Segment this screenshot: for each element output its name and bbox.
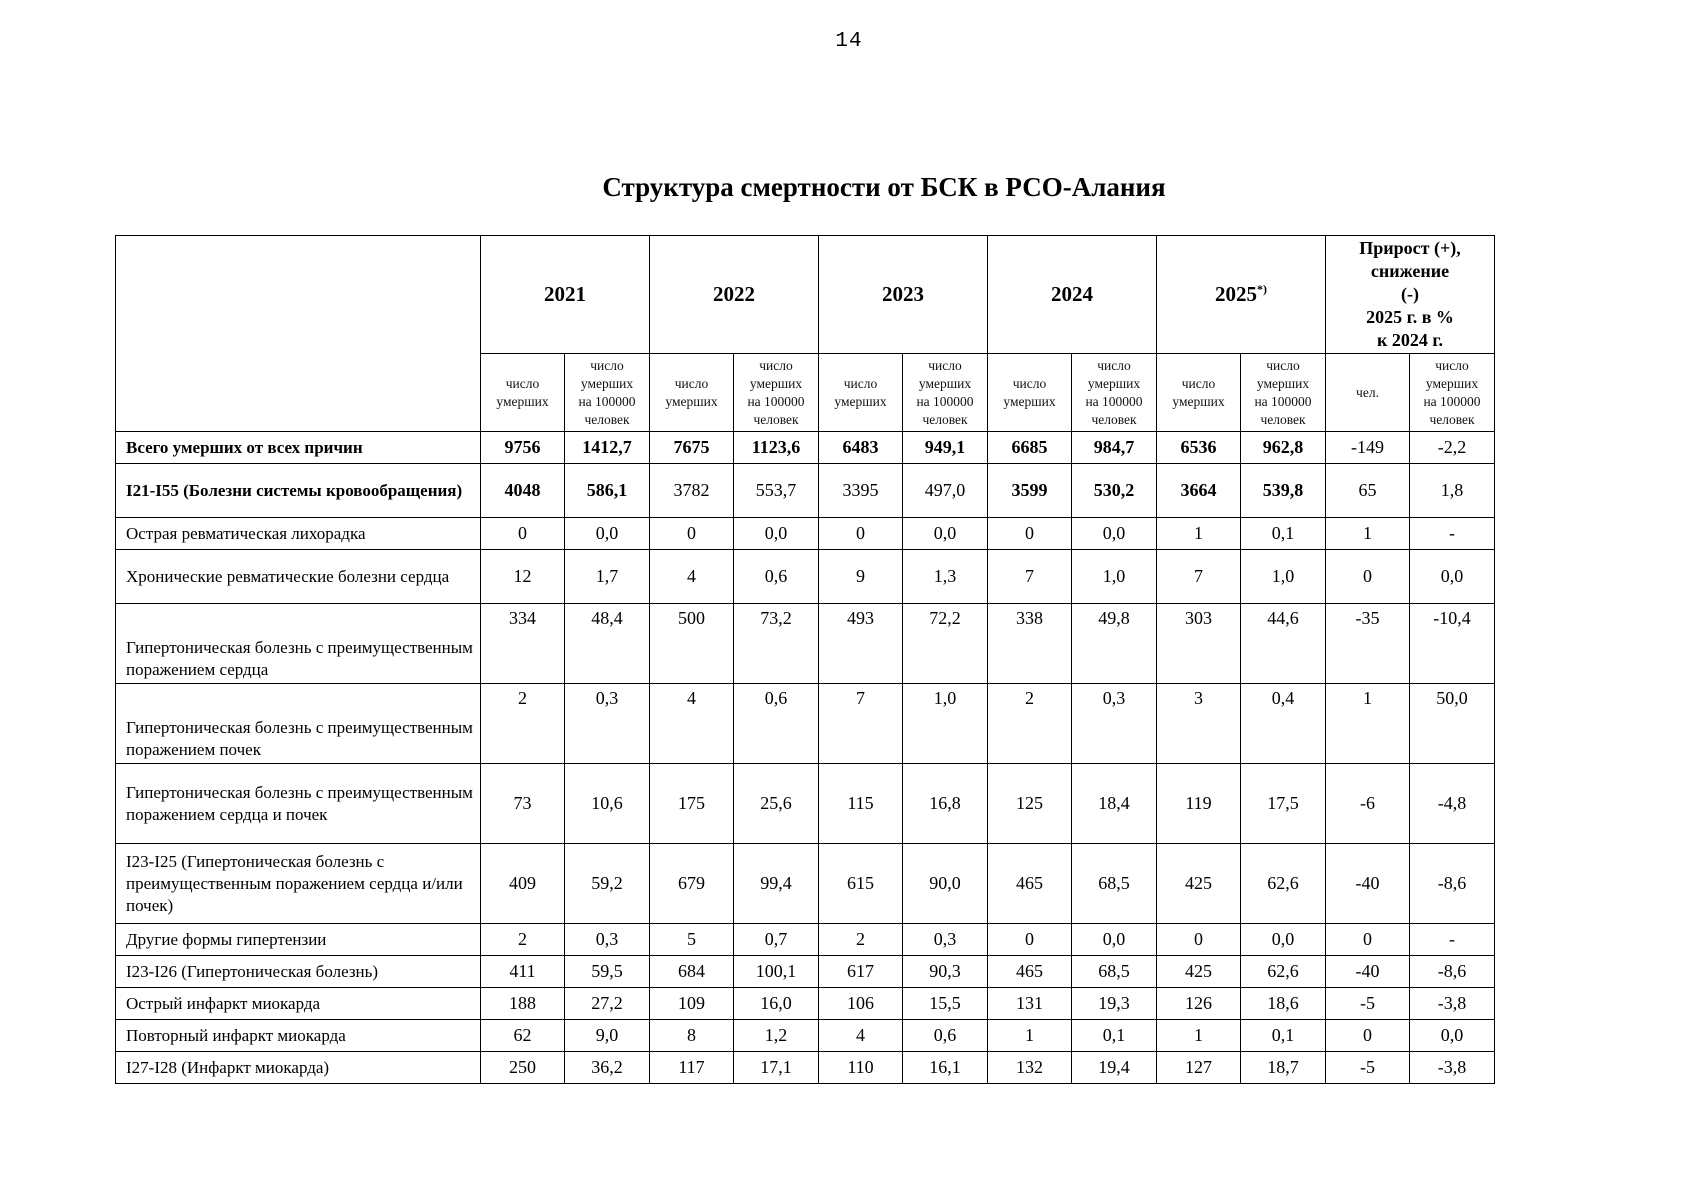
cell-value: 1123,6 xyxy=(734,432,819,464)
subheader-rate: число умерших на 100000 человек xyxy=(903,354,988,432)
cell-value: 553,7 xyxy=(734,464,819,518)
cell-value: -6 xyxy=(1326,764,1410,844)
cell-value: 2 xyxy=(481,684,565,764)
cell-value: 1,2 xyxy=(734,1020,819,1052)
cell-value: 126 xyxy=(1157,988,1241,1020)
cell-value: - xyxy=(1410,518,1495,550)
cell-value: -2,2 xyxy=(1410,432,1495,464)
header-row-years xyxy=(116,236,1495,354)
cell-value: 59,5 xyxy=(565,956,650,988)
cell-value: 12 xyxy=(481,550,565,604)
cell-value: 27,2 xyxy=(565,988,650,1020)
cell-value: 25,6 xyxy=(734,764,819,844)
cell-value: 984,7 xyxy=(1072,432,1157,464)
cell-value: 586,1 xyxy=(565,464,650,518)
cell-value: 6685 xyxy=(988,432,1072,464)
row-label: Острая ревматическая лихорадка xyxy=(116,518,481,550)
cell-value: -3,8 xyxy=(1410,1052,1495,1084)
cell-value: 0,0 xyxy=(1410,550,1495,604)
cell-value: 2 xyxy=(481,924,565,956)
cell-value: 10,6 xyxy=(565,764,650,844)
row-label: Острый инфаркт миокарда xyxy=(116,988,481,1020)
cell-value: 4 xyxy=(650,684,734,764)
row-label: Повторный инфаркт миокарда xyxy=(116,1020,481,1052)
cell-value: 0 xyxy=(1326,550,1410,604)
cell-value: 90,3 xyxy=(903,956,988,988)
cell-value: 1412,7 xyxy=(565,432,650,464)
cell-value: -10,4 xyxy=(1410,604,1495,684)
cell-value: 9756 xyxy=(481,432,565,464)
header-year-2024: 2024 xyxy=(988,236,1157,354)
table-row xyxy=(116,684,1495,764)
cell-value: 68,5 xyxy=(1072,844,1157,924)
subheader-deaths: число умерших xyxy=(481,354,565,432)
header-year-2025: 2025*) xyxy=(1157,236,1326,354)
cell-value: 3395 xyxy=(819,464,903,518)
subheader-deaths: число умерших xyxy=(650,354,734,432)
cell-value: 125 xyxy=(988,764,1072,844)
page-number: 14 xyxy=(835,30,863,53)
cell-value: 16,8 xyxy=(903,764,988,844)
cell-value: 615 xyxy=(819,844,903,924)
cell-value: 1,0 xyxy=(1072,550,1157,604)
cell-value: 127 xyxy=(1157,1052,1241,1084)
subheader-rate: число умерших на 100000 человек xyxy=(734,354,819,432)
cell-value: 4 xyxy=(650,550,734,604)
cell-value: 72,2 xyxy=(903,604,988,684)
cell-value: 1 xyxy=(988,1020,1072,1052)
subheader-deaths: число умерших xyxy=(988,354,1072,432)
cell-value: 18,7 xyxy=(1241,1052,1326,1084)
cell-value: 0,0 xyxy=(734,518,819,550)
header-year-2022: 2022 xyxy=(650,236,819,354)
cell-value: 0,3 xyxy=(565,684,650,764)
subheader-deaths: число умерших xyxy=(1157,354,1241,432)
cell-value: 465 xyxy=(988,956,1072,988)
row-label: I21-I55 (Болезни системы кровообращения) xyxy=(116,464,481,518)
table-row xyxy=(116,844,1495,924)
cell-value: 2 xyxy=(988,684,1072,764)
cell-value: 117 xyxy=(650,1052,734,1084)
cell-value: 115 xyxy=(819,764,903,844)
cell-value: 0,6 xyxy=(734,550,819,604)
mortality-table xyxy=(115,235,1495,1084)
cell-value: 530,2 xyxy=(1072,464,1157,518)
row-label: Другие формы гипертензии xyxy=(116,924,481,956)
table-row xyxy=(116,432,1495,464)
table-row xyxy=(116,1020,1495,1052)
cell-value: 1,3 xyxy=(903,550,988,604)
subheader-deaths: число умерших xyxy=(819,354,903,432)
cell-value: 500 xyxy=(650,604,734,684)
cell-value: 17,5 xyxy=(1241,764,1326,844)
cell-value: 4 xyxy=(819,1020,903,1052)
cell-value: -3,8 xyxy=(1410,988,1495,1020)
cell-value: 36,2 xyxy=(565,1052,650,1084)
cell-value: -5 xyxy=(1326,1052,1410,1084)
row-label: Всего умерших от всех причин xyxy=(116,432,481,464)
cell-value: 425 xyxy=(1157,956,1241,988)
subheader-rate: число умерших на 100000 человек xyxy=(1241,354,1326,432)
row-label: Гипертоническая болезнь с преимущественным поражением сердца и почек xyxy=(116,764,481,844)
cell-value: 250 xyxy=(481,1052,565,1084)
cell-value: 1 xyxy=(1326,684,1410,764)
cell-value: 303 xyxy=(1157,604,1241,684)
cell-value: 0,1 xyxy=(1072,1020,1157,1052)
cell-value: 44,6 xyxy=(1241,604,1326,684)
cell-value: 68,5 xyxy=(1072,956,1157,988)
cell-value: 0,6 xyxy=(734,684,819,764)
cell-value: 62,6 xyxy=(1241,956,1326,988)
cell-value: -8,6 xyxy=(1410,956,1495,988)
cell-value: 99,4 xyxy=(734,844,819,924)
table-row xyxy=(116,956,1495,988)
cell-value: 3664 xyxy=(1157,464,1241,518)
cell-value: 4048 xyxy=(481,464,565,518)
cell-value: 539,8 xyxy=(1241,464,1326,518)
table-row xyxy=(116,604,1495,684)
cell-value: -8,6 xyxy=(1410,844,1495,924)
page-title: Структура смертности от БСК в РСО-Алания xyxy=(602,172,1166,202)
header-label-corner xyxy=(116,236,481,432)
cell-value: 0 xyxy=(1157,924,1241,956)
cell-value: 0,0 xyxy=(1072,924,1157,956)
cell-value: 16,0 xyxy=(734,988,819,1020)
cell-value: 16,1 xyxy=(903,1052,988,1084)
cell-value: -149 xyxy=(1326,432,1410,464)
cell-value: 1,8 xyxy=(1410,464,1495,518)
cell-value: 1,0 xyxy=(903,684,988,764)
cell-value: 338 xyxy=(988,604,1072,684)
row-label: Гипертоническая болезнь с преимущественным поражением почек xyxy=(116,684,481,764)
cell-value: 19,4 xyxy=(1072,1052,1157,1084)
cell-value: 50,0 xyxy=(1410,684,1495,764)
cell-value: 65 xyxy=(1326,464,1410,518)
cell-value: 109 xyxy=(650,988,734,1020)
cell-value: 0,0 xyxy=(1241,924,1326,956)
header-growth: Прирост (+), снижение (-) 2025 г. в % к 2024 г. xyxy=(1326,236,1495,354)
cell-value: 0 xyxy=(1326,1020,1410,1052)
cell-value: 949,1 xyxy=(903,432,988,464)
cell-value: 497,0 xyxy=(903,464,988,518)
cell-value: 18,4 xyxy=(1072,764,1157,844)
table-row xyxy=(116,764,1495,844)
cell-value: 62,6 xyxy=(1241,844,1326,924)
cell-value: 2 xyxy=(819,924,903,956)
cell-value: 1,7 xyxy=(565,550,650,604)
cell-value: 493 xyxy=(819,604,903,684)
cell-value: 465 xyxy=(988,844,1072,924)
cell-value: 0 xyxy=(650,518,734,550)
cell-value: 8 xyxy=(650,1020,734,1052)
row-label: I23-I26 (Гипертоническая болезнь) xyxy=(116,956,481,988)
cell-value: 59,2 xyxy=(565,844,650,924)
cell-value: -40 xyxy=(1326,844,1410,924)
table-row xyxy=(116,924,1495,956)
header-year-2021: 2021 xyxy=(481,236,650,354)
cell-value: 110 xyxy=(819,1052,903,1084)
cell-value: 62 xyxy=(481,1020,565,1052)
cell-value: 106 xyxy=(819,988,903,1020)
cell-value: 0,0 xyxy=(565,518,650,550)
table-row xyxy=(116,988,1495,1020)
cell-value: 0,0 xyxy=(1072,518,1157,550)
subheader-rate: число умерших на 100000 человек xyxy=(1410,354,1495,432)
cell-value: 0,7 xyxy=(734,924,819,956)
cell-value: 334 xyxy=(481,604,565,684)
cell-value: 0,3 xyxy=(565,924,650,956)
cell-value: - xyxy=(1410,924,1495,956)
cell-value: 100,1 xyxy=(734,956,819,988)
cell-value: 6483 xyxy=(819,432,903,464)
cell-value: 73,2 xyxy=(734,604,819,684)
cell-value: 0,4 xyxy=(1241,684,1326,764)
cell-value: 175 xyxy=(650,764,734,844)
cell-value: 3599 xyxy=(988,464,1072,518)
cell-value: -4,8 xyxy=(1410,764,1495,844)
cell-value: 18,6 xyxy=(1241,988,1326,1020)
cell-value: 7 xyxy=(819,684,903,764)
subheader-persons: чел. xyxy=(1326,354,1410,432)
row-label: Гипертоническая болезнь с преимущественным поражением сердца xyxy=(116,604,481,684)
cell-value: 7 xyxy=(988,550,1072,604)
cell-value: 19,3 xyxy=(1072,988,1157,1020)
cell-value: 0,0 xyxy=(903,518,988,550)
cell-value: 3782 xyxy=(650,464,734,518)
cell-value: 0 xyxy=(481,518,565,550)
cell-value: 0,3 xyxy=(903,924,988,956)
cell-value: 1 xyxy=(1157,1020,1241,1052)
cell-value: 617 xyxy=(819,956,903,988)
cell-value: 3 xyxy=(1157,684,1241,764)
cell-value: 0 xyxy=(1326,924,1410,956)
table-row xyxy=(116,550,1495,604)
cell-value: 119 xyxy=(1157,764,1241,844)
cell-value: 0 xyxy=(988,518,1072,550)
cell-value: 9 xyxy=(819,550,903,604)
cell-value: 6536 xyxy=(1157,432,1241,464)
cell-value: 0,0 xyxy=(1410,1020,1495,1052)
table-row xyxy=(116,518,1495,550)
cell-value: 7675 xyxy=(650,432,734,464)
subheader-rate: число умерших на 100000 человек xyxy=(1072,354,1157,432)
cell-value: 0,3 xyxy=(1072,684,1157,764)
cell-value: 0,6 xyxy=(903,1020,988,1052)
cell-value: 0,1 xyxy=(1241,1020,1326,1052)
cell-value: 132 xyxy=(988,1052,1072,1084)
cell-value: 17,1 xyxy=(734,1052,819,1084)
cell-value: 0 xyxy=(988,924,1072,956)
cell-value: 1 xyxy=(1326,518,1410,550)
cell-value: 679 xyxy=(650,844,734,924)
cell-value: 90,0 xyxy=(903,844,988,924)
cell-value: 409 xyxy=(481,844,565,924)
row-label: I23-I25 (Гипертоническая болезнь с преимущественным поражением сердца и/или почек) xyxy=(116,844,481,924)
subheader-rate: число умерших на 100000 человек xyxy=(565,354,650,432)
cell-value: 48,4 xyxy=(565,604,650,684)
cell-value: 7 xyxy=(1157,550,1241,604)
cell-value: 0,1 xyxy=(1241,518,1326,550)
cell-value: 684 xyxy=(650,956,734,988)
cell-value: -40 xyxy=(1326,956,1410,988)
cell-value: 188 xyxy=(481,988,565,1020)
cell-value: -35 xyxy=(1326,604,1410,684)
cell-value: 15,5 xyxy=(903,988,988,1020)
cell-value: 411 xyxy=(481,956,565,988)
cell-value: 425 xyxy=(1157,844,1241,924)
cell-value: 1,0 xyxy=(1241,550,1326,604)
cell-value: 5 xyxy=(650,924,734,956)
cell-value: 73 xyxy=(481,764,565,844)
cell-value: 1 xyxy=(1157,518,1241,550)
cell-value: 131 xyxy=(988,988,1072,1020)
cell-value: 0 xyxy=(819,518,903,550)
cell-value: 962,8 xyxy=(1241,432,1326,464)
row-label: I27-I28 (Инфаркт миокарда) xyxy=(116,1052,481,1084)
table-row xyxy=(116,464,1495,518)
cell-value: -5 xyxy=(1326,988,1410,1020)
row-label: Хронические ревматические болезни сердца xyxy=(116,550,481,604)
cell-value: 9,0 xyxy=(565,1020,650,1052)
header-year-2023: 2023 xyxy=(819,236,988,354)
table-row xyxy=(116,1052,1495,1084)
cell-value: 49,8 xyxy=(1072,604,1157,684)
